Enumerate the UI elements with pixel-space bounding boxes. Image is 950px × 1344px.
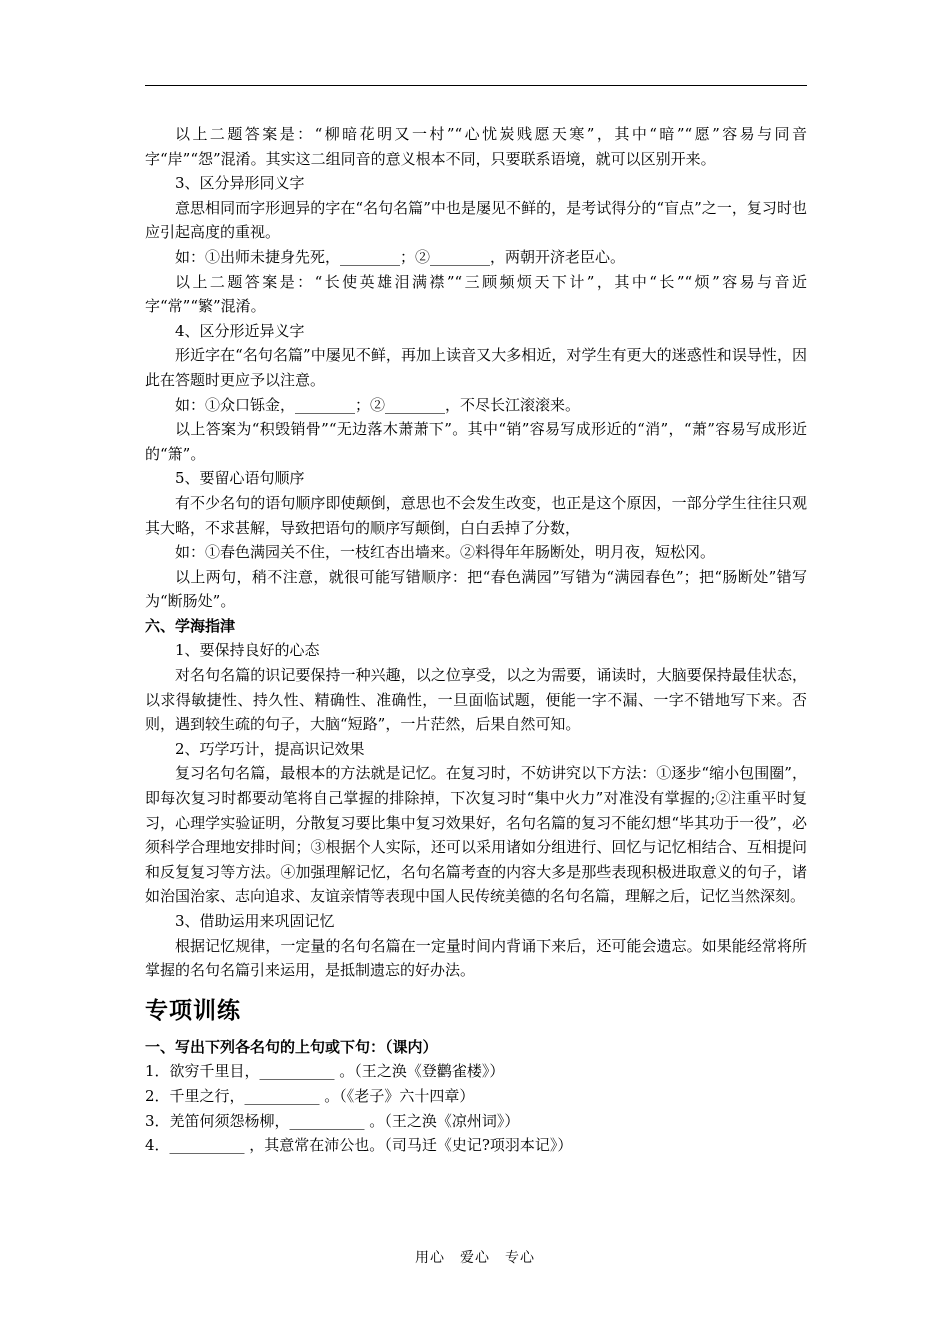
- example-line: 如：①众口铄金，________；②________，不尽长江滚滚来。: [175, 395, 581, 414]
- section-3-title: 3、区分异形同义字: [175, 174, 305, 193]
- paragraph: 意思相同而字形迥异的字在“名句名篇”中也是屡见不鲜的，是考试得分的“盲点”之一，复习时也应引起高度的重视。: [145, 198, 807, 242]
- question-item: 1．欲穷千里目，__________ 。（王之涣《登鹳雀楼》）: [145, 1062, 505, 1081]
- paragraph: 根据记忆规律，一定量的名句名篇在一定量时间内背诵下来后，还可能会遗忘。如果能经常将所掌握的名句名篇引来运用，是抵制遗忘的好办法。: [145, 936, 807, 980]
- question-item: 2．千里之行，__________ 。（《老子》六十四章）: [145, 1086, 475, 1105]
- paragraph: 对名句名篇的识记要保持一种兴趣，以之位享受，以之为需要，诵读时，大脑要保持最佳状态，以求得敏捷性、持久性、精确性、准确性，一旦面临试题，便能一字不漏、一字不错地写下来。否则，遇到较生疏的句子，大脑“短路”，一片茫然，后果自然可知。: [145, 666, 807, 734]
- subsection-title: 2、巧学巧计，提高识记效果: [175, 739, 365, 758]
- question-title: 一、写出下列各名句的上句或下句：（课内）: [145, 1037, 438, 1056]
- training-heading: 专项训练: [145, 996, 241, 1024]
- paragraph: 以上两句，稍不注意，就很可能写错顺序：把“春色满园”写错为“满园春色”；把“肠断处”错写为“断肠处”。: [145, 567, 807, 611]
- paragraph: 有不少名句的语句顺序即使颠倒，意思也不会发生改变，也正是这个原因，一部分学生往往只观其大略，不求甚解，导致把语句的顺序写颠倒，白白丢掉了分数，: [145, 493, 807, 537]
- paragraph: 以上二题答案是：“长使英雄泪满襟”“三顾频烦天下计”，其中“长”“烦”容易与音近字“常”“繁”混淆。: [145, 272, 807, 316]
- section-six-heading: 六、学海指津: [145, 616, 236, 635]
- paragraph: 形近字在“名句名篇”中屡见不鲜，再加上读音又大多相近，对学生有更大的迷惑性和误导性，因此在答题时更应予以注意。: [145, 346, 807, 389]
- example-line: 如：①出师未捷身先死，________；②________，两朝开济老臣心。: [175, 247, 626, 266]
- section-5-title: 5、要留心语句顺序: [175, 469, 305, 488]
- paragraph: 以上二题答案是：“柳暗花明又一村”“心忧炭贱愿天寒”，其中“暗”“愿”容易与同音字“岸”“怨”混淆。其实这二组同音的意义根本不同，只要联系语境，就可以区别开来。: [145, 125, 807, 168]
- page-footer: 用心 爱心 专心: [415, 1250, 535, 1266]
- subsection-title: 1、要保持良好的心态: [175, 641, 320, 660]
- example-line: 如：①春色满园关不住，一枝红杏出墙来。②料得年年肠断处，明月夜，短松冈。: [175, 543, 716, 562]
- paragraph: 以上答案为“积毁销骨”“无边落木萧萧下”。其中“销”容易写成形近的“消”，“萧”容易写成形近的“箫”。: [145, 420, 807, 463]
- paragraph: 复习名句名篇，最根本的方法就是记忆。在复习时，不妨讲究以下方法：①逐步“缩小包围圈”，即每次复习时都要动笔将自己掌握的排除掉，下次复习时“集中火力”对准没有掌握的;②注重平时复习，心理学实验证明，分散复习要比集中复习效果好，名句名篇的复习不能幻想“毕其功于一役”，必须科学合理地安排时间；③根据个人实际，还可以采用诸如分组进行、回忆与记忆相结合、互相提问和反复复习等方法。④加强理解记忆，名句名篇考查的内容大多是那些表现积极进取意义的句子，诸如治国治家、志向追求、友谊亲情等表现中国人民传统美德的名句名篇，理解之后，记忆当然深刻。: [145, 764, 807, 906]
- page-body: [145, 122, 807, 1158]
- question-item: 4．__________ ，其意常在沛公也。（司马迁《史记?项羽本记》）: [145, 1136, 573, 1155]
- question-item: 3．羌笛何须怨杨柳，__________ 。（王之涣《凉州词》）: [145, 1111, 520, 1130]
- section-4-title: 4、区分形近异义字: [175, 321, 305, 340]
- header-rule: [145, 85, 807, 86]
- subsection-title: 3、借助运用来巩固记忆: [175, 912, 335, 930]
